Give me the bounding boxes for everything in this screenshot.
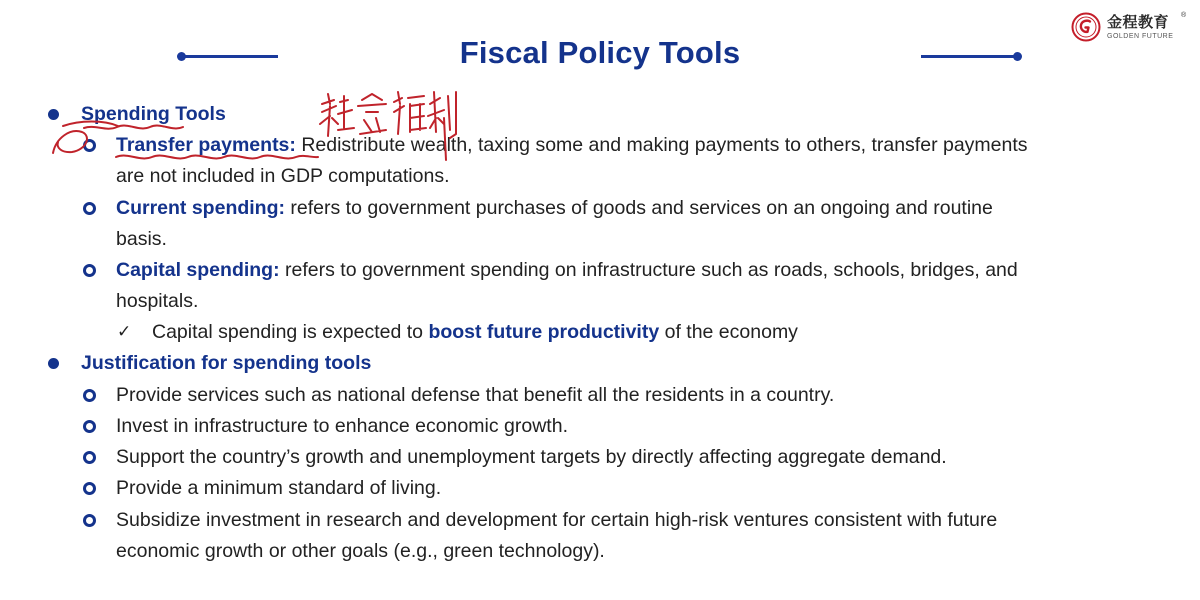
- item-text-continued: are not included in GDP computations.: [116, 165, 450, 187]
- sub-item-emphasis: boost future productivity: [428, 321, 660, 343]
- ink-character: [358, 94, 386, 134]
- section-bullet-icon: [48, 109, 59, 120]
- item-text: refers to government spending on infrastructure such as roads, schools, bridges, and: [279, 259, 1018, 281]
- item-text-continued: basis.: [116, 228, 167, 250]
- logo: [1071, 12, 1187, 44]
- list-item-current-spending: [116, 193, 993, 224]
- item-bullet-icon: [83, 139, 96, 152]
- item-text-continued: economic growth or other goals (e.g., green technology).: [116, 540, 605, 562]
- list-item: Support the country’s growth and unemployment targets by directly affecting aggregate demand.: [116, 446, 947, 468]
- item-bullet-icon: [83, 482, 96, 495]
- checkmark-icon: ✓: [117, 322, 132, 342]
- section-heading: Spending Tools: [81, 103, 226, 125]
- item-bullet-icon: [83, 202, 96, 215]
- item-text: refers to government purchases of goods and services on an ongoing and routine: [285, 197, 993, 219]
- item-bullet-icon: [83, 420, 96, 433]
- rule-dot-icon: [1013, 52, 1022, 61]
- list-item: Subsidize investment in research and development for certain high-risk ventures consistent with future: [116, 509, 998, 531]
- sub-item-text: of the economy: [659, 321, 798, 343]
- ink-scribble: [53, 131, 87, 153]
- section-heading: Justification for spending tools: [81, 352, 372, 374]
- item-bullet-icon: [83, 389, 96, 402]
- title-rule-right: [921, 55, 1019, 58]
- sub-item-text: Capital spending is expected to: [152, 321, 429, 343]
- item-text: Redistribute wealth, taxing some and making payments to others, transfer payments: [295, 134, 1028, 156]
- list-item: Invest in infrastructure to enhance economic growth.: [116, 415, 568, 437]
- item-bullet-icon: [83, 451, 96, 464]
- list-item-capital-spending: [116, 255, 1018, 286]
- item-text-continued: hospitals.: [116, 290, 199, 312]
- item-bullet-icon: [83, 514, 96, 527]
- logo-registered-mark: ®: [1181, 12, 1187, 19]
- golden-future-logo-icon: [1071, 12, 1101, 42]
- logo-chinese-name: 金程教育: [1107, 13, 1170, 31]
- slide-title: Fiscal Policy Tools: [459, 35, 741, 70]
- item-label: Capital spending:: [116, 259, 280, 281]
- sub-item-capital-productivity: [152, 317, 798, 348]
- item-label: Transfer payments:: [116, 134, 296, 156]
- item-label: Current spending:: [116, 197, 285, 219]
- list-item: Provide a minimum standard of living.: [116, 477, 442, 499]
- list-item: Provide services such as national defense that benefit all the residents in a country.: [116, 384, 835, 406]
- list-item-transfer-payments: [116, 130, 1028, 161]
- item-bullet-icon: [83, 264, 96, 277]
- logo-english-name: GOLDEN FUTURE: [1107, 33, 1174, 40]
- ink-character: [394, 92, 426, 134]
- section-bullet-icon: [48, 358, 59, 369]
